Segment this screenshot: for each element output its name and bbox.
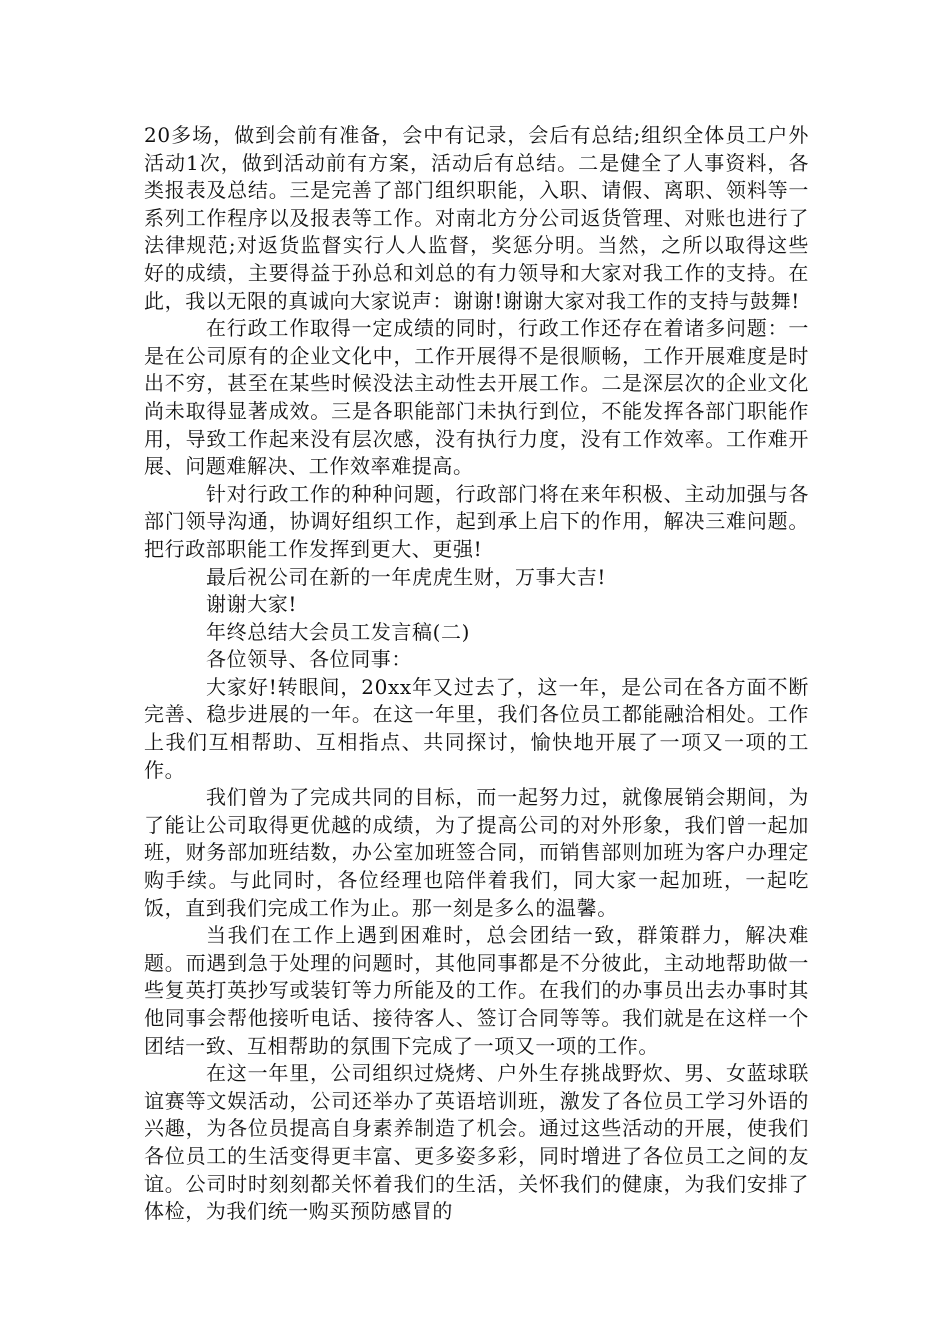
section-title: 年终总结大会员工发言稿(二) (206, 619, 471, 644)
paragraph-5: 谢谢大家! (206, 592, 298, 617)
salutation: 各位领导、各位同事： (206, 647, 412, 672)
paragraph-9: 我们曾为了完成共同的目标，而一起努力过，就像展销会期间，为了能让公司取得更优越的成绩，为了提高公司的对外形象，我们曾一起加班，财务部加班结数，办公室加班签合同，而销售部则加班为客户办理定购手续。与此同时，各位经理也陪伴着我们，同大家一起加班，一起吃饭，直到我们完成工作为止。那一刻是多么的温馨。 (144, 785, 809, 920)
paragraph-2: 在行政工作取得一定成绩的同时，行政工作还存在着诸多问题：一是在公司原有的企业文化中，工作开展得不是很顺畅，工作开展难度是时出不穷，甚至在某些时候没法主动性去开展工作。二是深层次的企业文化尚未取得显著成效。三是各职能部门未执行到位，不能发挥各部门职能作用，导致工作起来没有层次感，没有执行力度，没有工作效率。工作难开展、问题难解决、工作效率难提高。 (144, 316, 809, 479)
paragraph-1: 20多场，做到会前有准备，会中有记录，会后有总结;组织全体员工户外活动1次，做到活动前有方案，活动后有总结。二是健全了人事资料，各类报表及总结。三是完善了部门组织职能，入职、请假、离职、领料等一系列工作程序以及报表等工作。对南北方分公司返货管理、对账也进行了法律规范;对返货监督实行人人监督，奖惩分明。当然，之所以取得这些好的成绩，主要得益于孙总和刘总的有力领导和大家对我工作的支持。在此，我以无限的真诚向大家说声：谢谢!谢谢大家对我工作的支持与鼓舞! (144, 123, 809, 313)
document-page (144, 122, 809, 1226)
paragraph-3: 针对行政工作的种种问题，行政部门将在来年积极、主动加强与各部门领导沟通，协调好组织工作，起到承上启下的作用，解决三难问题。把行政部职能工作发挥到更大、更强! (144, 481, 809, 561)
paragraph-10: 当我们在工作上遇到困难时，总会团结一致，群策群力，解决难题。而遇到急于处理的问题时，其他同事都是不分彼此，主动地帮助做一些复英打英抄写或装钉等力所能及的工作。在我们的办事员出去办事时其他同事会帮他接听电话、接待客人、签订合同等等。我们就是在这样一个团结一致、互相帮助的氛围下完成了一项又一项的工作。 (144, 923, 809, 1058)
paragraph-8: 大家好!转眼间，20xx年又过去了，这一年，是公司在各方面不断完善、稳步进展的一年。在这一年里，我们各位员工都能融洽相处。工作上我们互相帮助、互相指点、共同探讨，愉快地开展了一项又一项的工作。 (144, 674, 809, 782)
paragraph-11: 在这一年里，公司组织过烧烤、户外生存挑战野炊、男、女蓝球联谊赛等文娱活动，公司还举办了英语培训班，激发了各位员工学习外语的兴趣，为各位员提高自身素养制造了机会。通过这些活动的开展，使我们各位员工的生活变得更丰富、更多姿多彩，同时增进了各位员工之间的友谊。公司时时刻刻都关怀着我们的生活，关怀我们的健康，为我们安排了体检，为我们统一购买预防感冒的 (144, 1061, 809, 1224)
paragraph-4: 最后祝公司在新的一年虎虎生财，万事大吉! (206, 564, 607, 589)
